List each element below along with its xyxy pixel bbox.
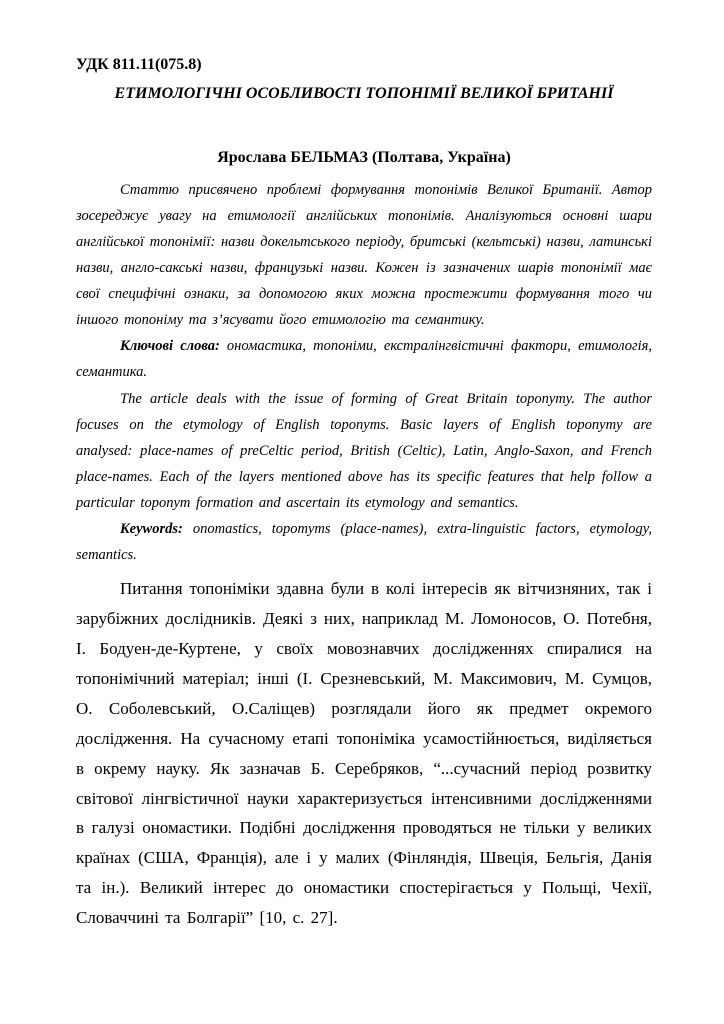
abstract-ukrainian: Статтю присвячено проблемі формування топонімів Великої Британії. Автор зосереджує увагу на етимології англійських топонімів. Аналізуються основні шари англійської топонімії: назви докельтського періоду, бритські (кельтські) назви, латинські назви, англо-сакські назви, французькі назви. Кожен із зазначених шарів топонімії має свої специфічні ознаки, за допомогою яких можна простежити формування того чи іншого топоніму та з’ясувати його етимологію та семантику.	[76, 181, 652, 329]
keywords-english	[76, 516, 652, 568]
author-line: Ярослава БЕЛЬМАЗ (Полтава, Україна)	[217, 148, 511, 166]
keywords-english-text: onomastics, topomyms (place-names), extra-linguistic factors, etymology, semantics.	[76, 521, 652, 564]
keywords-english-label: Keywords:	[120, 521, 183, 538]
udc-code: УДК 811.11(075.8)	[76, 56, 202, 73]
abstract-english: The article deals with the issue of forming of Great Britain toponymy. The author focuses on the etymology of English toponyms. Basic layers of English toponymy are analysed: place-names of preCeltic period, British (Celtic), Latin, Anglo-Saxon, and French place-names. Each of the layers mentioned above has its specific features that help follow a particular toponym formation and ascertain its etymology and semantics.	[76, 390, 652, 511]
keywords-ukrainian-text: ономастика, топоніми, екстралінгвістичні фактори, етимологія, семантика.	[76, 338, 652, 381]
keywords-ukrainian	[76, 333, 652, 385]
body-paragraph-1: Питання топоніміки здавна були в колі інтересів як вітчизняних, так і зарубіжних дослідників. Деякі з них, наприклад М. Ломоносов, О. Потебня, І. Бодуен-де-Куртене, у своїх мовознавчих дослідженнях спиралися на топонімічний матеріал; інші (І. Срезневський, М. Максимович, М. Сумцов, О. Соболевський, О.Саліщев) розглядали його як предмет окремого дослідження. На сучасному етапі топоніміка усамостійнюється, виділяється в окрему науку. Як зазначав Б. Серебряков, “...сучасний період розвитку світової лінгвістичної науки характеризується інтенсивними дослідженнями в галузі ономастики. Подібні дослідження проводяться не тільки у великих країнах (США, Франція), але і у малих (Фінляндія, Швеція, Бельгія, Данія та ін.). Великий інтерес до ономастики спостерігається у Польщі, Чехії, Словаччині та Болгарії” [10, с. 27].	[76, 579, 652, 928]
keywords-ukrainian-label: Ключові слова:	[120, 338, 220, 355]
paper-title: ЕТИМОЛОГІЧНІ ОСОБЛИВОСТІ ТОПОНІМІЇ ВЕЛИКОЇ БРИТАНІЇ	[114, 85, 614, 102]
